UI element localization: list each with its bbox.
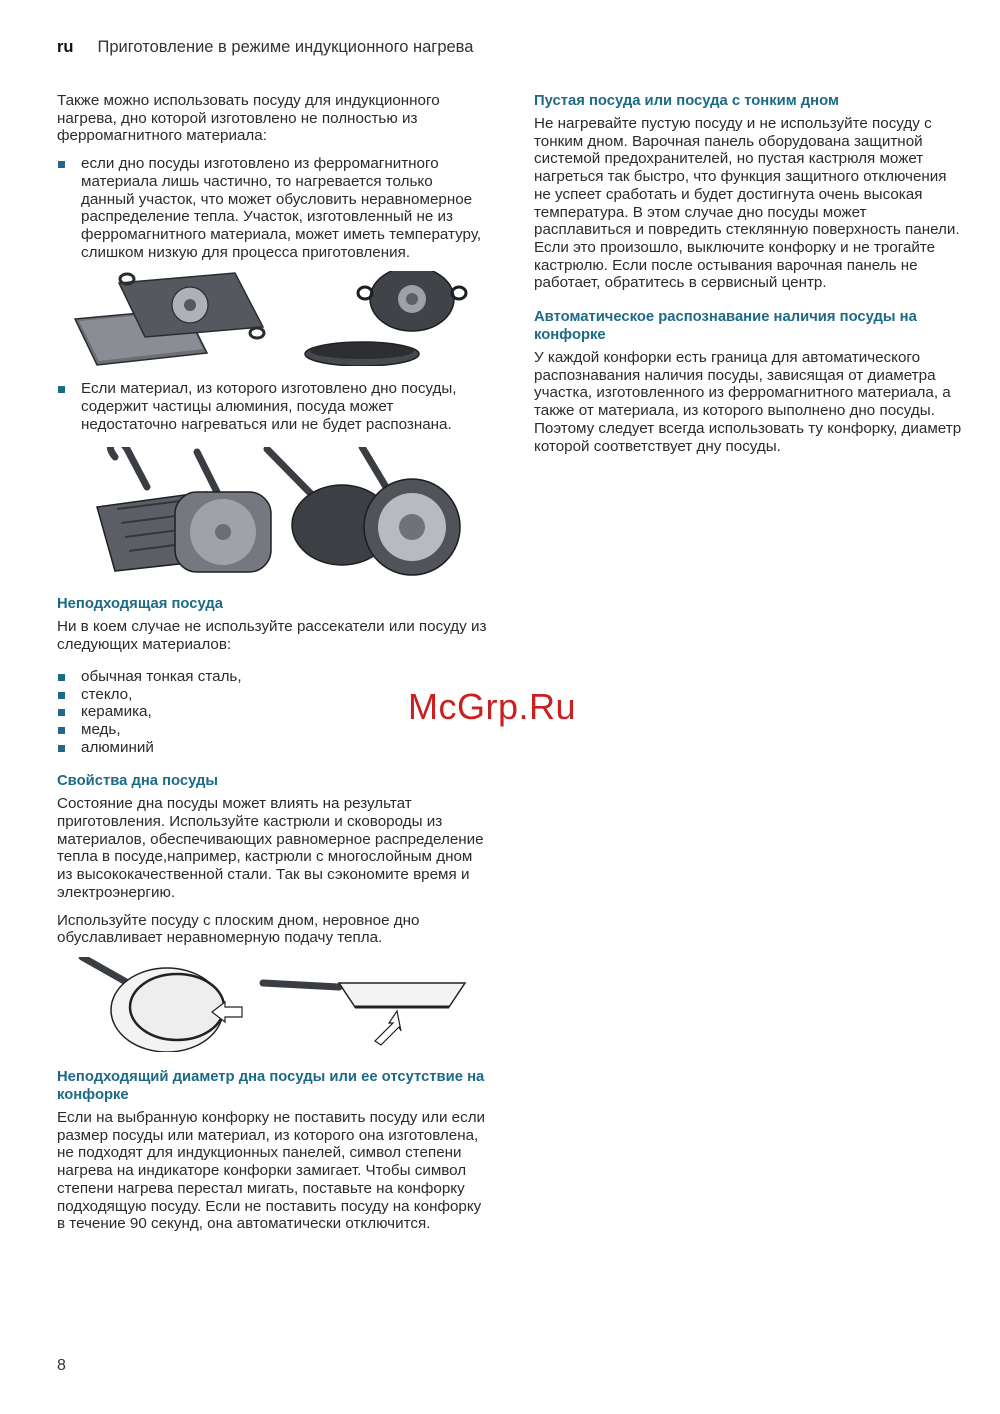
list-item: обычная тонкая сталь, — [57, 668, 487, 686]
grill-pan-and-frying-pan-illustration — [57, 447, 477, 579]
intro-paragraph: Также можно использовать посуду для индукционного нагрева, дно которой изготовлено не полностью из ферромагнитного материала: — [57, 92, 440, 145]
unsuitable-diameter-heading: Неподходящий диаметр дна посуды или ее отсутствие на конфорке — [57, 1068, 485, 1103]
left-column — [57, 92, 487, 1243]
empty-cookware-heading: Пустая посуда или посуда с тонким дном — [534, 93, 839, 109]
flat-bottom-pans-illustration — [57, 957, 477, 1052]
list-item: керамика, — [57, 703, 487, 721]
auto-detection-heading: Автоматическое распознавание наличия посуды на конфорке — [534, 309, 917, 344]
griddle-and-paella-pan-illustration — [57, 271, 477, 366]
list-item: Если материал, из которого изготовлено дно посуды, содержит частицы алюминия, посуда может недостаточно нагреваться или не будет распознана. — [57, 380, 487, 433]
auto-detection-text: У каждой конфорки есть граница для автоматического распознавания наличия посуды, зависящая от диаметра участка, изготовленного из ферромагнитного материала, а также от материала, из которого выполнено дно посуды. Поэтому следует всегда использовать ту конфорку, диаметр которой соответствует дну посуды. — [534, 349, 962, 455]
griddle-plate — [75, 273, 264, 365]
language-code: ru — [57, 38, 74, 56]
list-item: алюминий — [57, 739, 487, 757]
unsuitable-diameter-text: Если на выбранную конфорку не поставить посуду или если размер посуды или материал, из которого она изготовлена, не подходят для индукционных панелей, символ степени нагрева на индикаторе конфорки замигает. Чтобы символ степени нагрева перестал мигать, поставьте на конфорку подходящую посуду. Если не поставить посуду на конфорку в течение 90 секунд, она автоматически отключится. — [57, 1108, 486, 1233]
right-column — [534, 92, 964, 465]
unsuitable-cookware-heading: Неподходящая посуда — [57, 596, 223, 613]
watermark: McGrp.Ru — [408, 686, 577, 727]
empty-cookware-text: Не нагревайте пустую посуду и не используйте посуду с тонким дном. Варочная панель оборудована защитной системой предохранителей, но пустая кастрюля может нагреться так быстро, что функция защитного отключения не успеет сработать и будет достигнута очень высокая температура. В этом случае дно посуды может расплавиться и повредить стеклянную поверхность панели. Если это произошло, выключите конфорку и не трогайте кастрюлю. Если после остывания варочная панель не работает, обратитесь в сервисный центр. — [534, 115, 960, 292]
partial-ferromagnetic-list — [57, 155, 487, 261]
flat-pan-side-view — [263, 983, 465, 1045]
arrow-icon — [375, 1011, 401, 1045]
uneven-pan-top-view — [82, 957, 242, 1052]
unsuitable-cookware-text: Ни в коем случае не используйте рассекатели или посуду из следующих материалов: — [57, 618, 487, 654]
page-header — [57, 38, 473, 57]
frying-pan — [267, 447, 460, 575]
section-title: Приготовление в режиме индукционного нагрева — [97, 38, 474, 56]
page-number: 8 — [57, 1357, 66, 1374]
grill-pan — [97, 447, 271, 572]
list-item: стекло, — [57, 686, 487, 704]
bottom-properties-paragraph-1: Состояние дна посуды может влиять на результат приготовления. Используйте кастрюли и сковороды из материалов, обеспечивающих равномерное распределение тепла в посуде,например, кастрюли с многослойным дном из высококачественной стали. Так вы сэкономите время и электроэнергию. — [57, 795, 484, 901]
aluminium-particles-list — [57, 380, 487, 433]
bottom-properties-heading: Свойства дна посуды — [57, 773, 219, 790]
paella-pan — [305, 271, 466, 366]
bottom-properties-paragraph-2: Используйте посуду с плоским дном, неровное дно обуславливает неравномерную подачу тепла. — [57, 911, 420, 947]
list-item: если дно посуды изготовлено из ферромагнитного материала лишь частично, то нагревается только данный участок, что может обусловить неравномерное распределение тепла. Участок, изготовленный не из ферромагнитного материала, может иметь температуру, слишком низкую для процесса приготовления. — [57, 155, 487, 261]
list-item: медь, — [57, 721, 487, 739]
